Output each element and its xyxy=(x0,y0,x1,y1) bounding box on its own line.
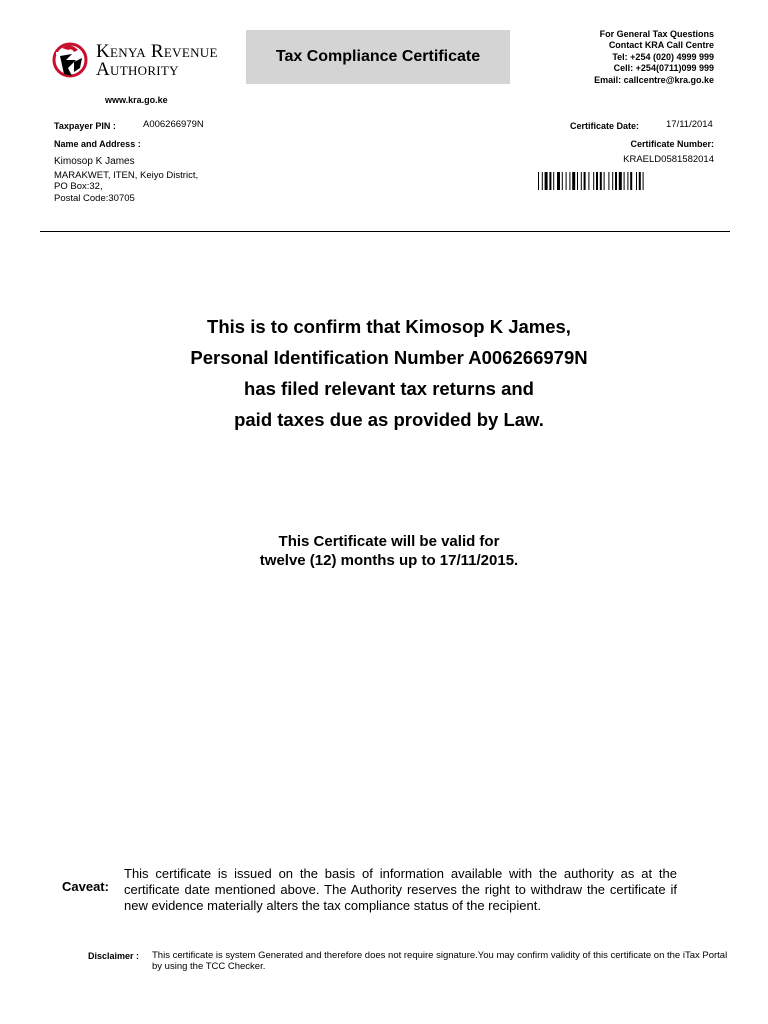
confirm-line1: This is to confirm that Kimosop K James, xyxy=(207,316,571,337)
certificate-number-label: Certificate Number: xyxy=(630,139,714,149)
disclaimer-text: This certificate is system Generated and therefore does not require signature.You may confirm validity of this certificate on the iTax Portal by using the TCC Checker. xyxy=(152,950,728,972)
disclaimer-label: Disclaimer : xyxy=(88,951,140,961)
contact-line1: For General Tax Questions xyxy=(599,29,714,39)
certificate-date-value: 17/11/2014 xyxy=(666,119,713,130)
certificate-number-value: KRAELD0581582014 xyxy=(623,154,714,165)
name-address-label: Name and Address : xyxy=(54,139,141,149)
confirm-line2: Personal Identification Number A006266979N xyxy=(190,347,588,368)
caveat-text: This certificate is issued on the basis of information available with the authority as at the certificate date mentioned above. The Authority reserves the right to withdraw the certificate if new evidence materially alters the tax compliance status of the recipient. xyxy=(124,866,677,913)
org-name-line1: Kenya Revenue xyxy=(96,41,218,62)
taxpayer-pin-label: Taxpayer PIN : xyxy=(54,121,116,131)
contact-block xyxy=(594,29,714,86)
certificate-title-box xyxy=(246,30,510,84)
taxpayer-name: Kimosop K James xyxy=(54,156,135,167)
validity-line1: This Certificate will be valid for xyxy=(278,533,500,550)
logo-text-line2 xyxy=(96,59,179,81)
contact-tel: Tel: +254 (020) 4999 999 xyxy=(612,51,714,62)
validity-statement xyxy=(0,532,768,570)
divider xyxy=(40,231,730,232)
taxpayer-pin-value: A006266979N xyxy=(143,119,204,130)
barcode-icon xyxy=(538,172,722,190)
contact-email: Email: callcentre@kra.go.ke xyxy=(594,74,714,85)
address-line3: Postal Code:30705 xyxy=(54,193,135,204)
confirm-line4: paid taxes due as provided by Law. xyxy=(234,409,544,430)
confirm-line3: has filed relevant tax returns and xyxy=(244,378,534,399)
org-name-line2: Authority xyxy=(96,59,179,80)
kra-logo-icon xyxy=(52,38,88,80)
contact-line2: Contact KRA Call Centre xyxy=(608,40,714,51)
validity-line2: twelve (12) months up to 17/11/2015. xyxy=(259,552,519,569)
certificate-date-label: Certificate Date: xyxy=(570,121,640,131)
page-title: Tax Compliance Certificate xyxy=(275,48,481,65)
contact-cell: Cell: +254(0711)099 999 xyxy=(613,63,714,74)
address-line2: PO Box:32, xyxy=(54,181,103,192)
website-link[interactable]: www.kra.go.ke xyxy=(105,95,168,105)
caveat-label: Caveat: xyxy=(62,879,109,894)
confirmation-statement xyxy=(0,311,768,435)
address-line1: MARAKWET, ITEN, Keiyo District, xyxy=(54,170,199,181)
